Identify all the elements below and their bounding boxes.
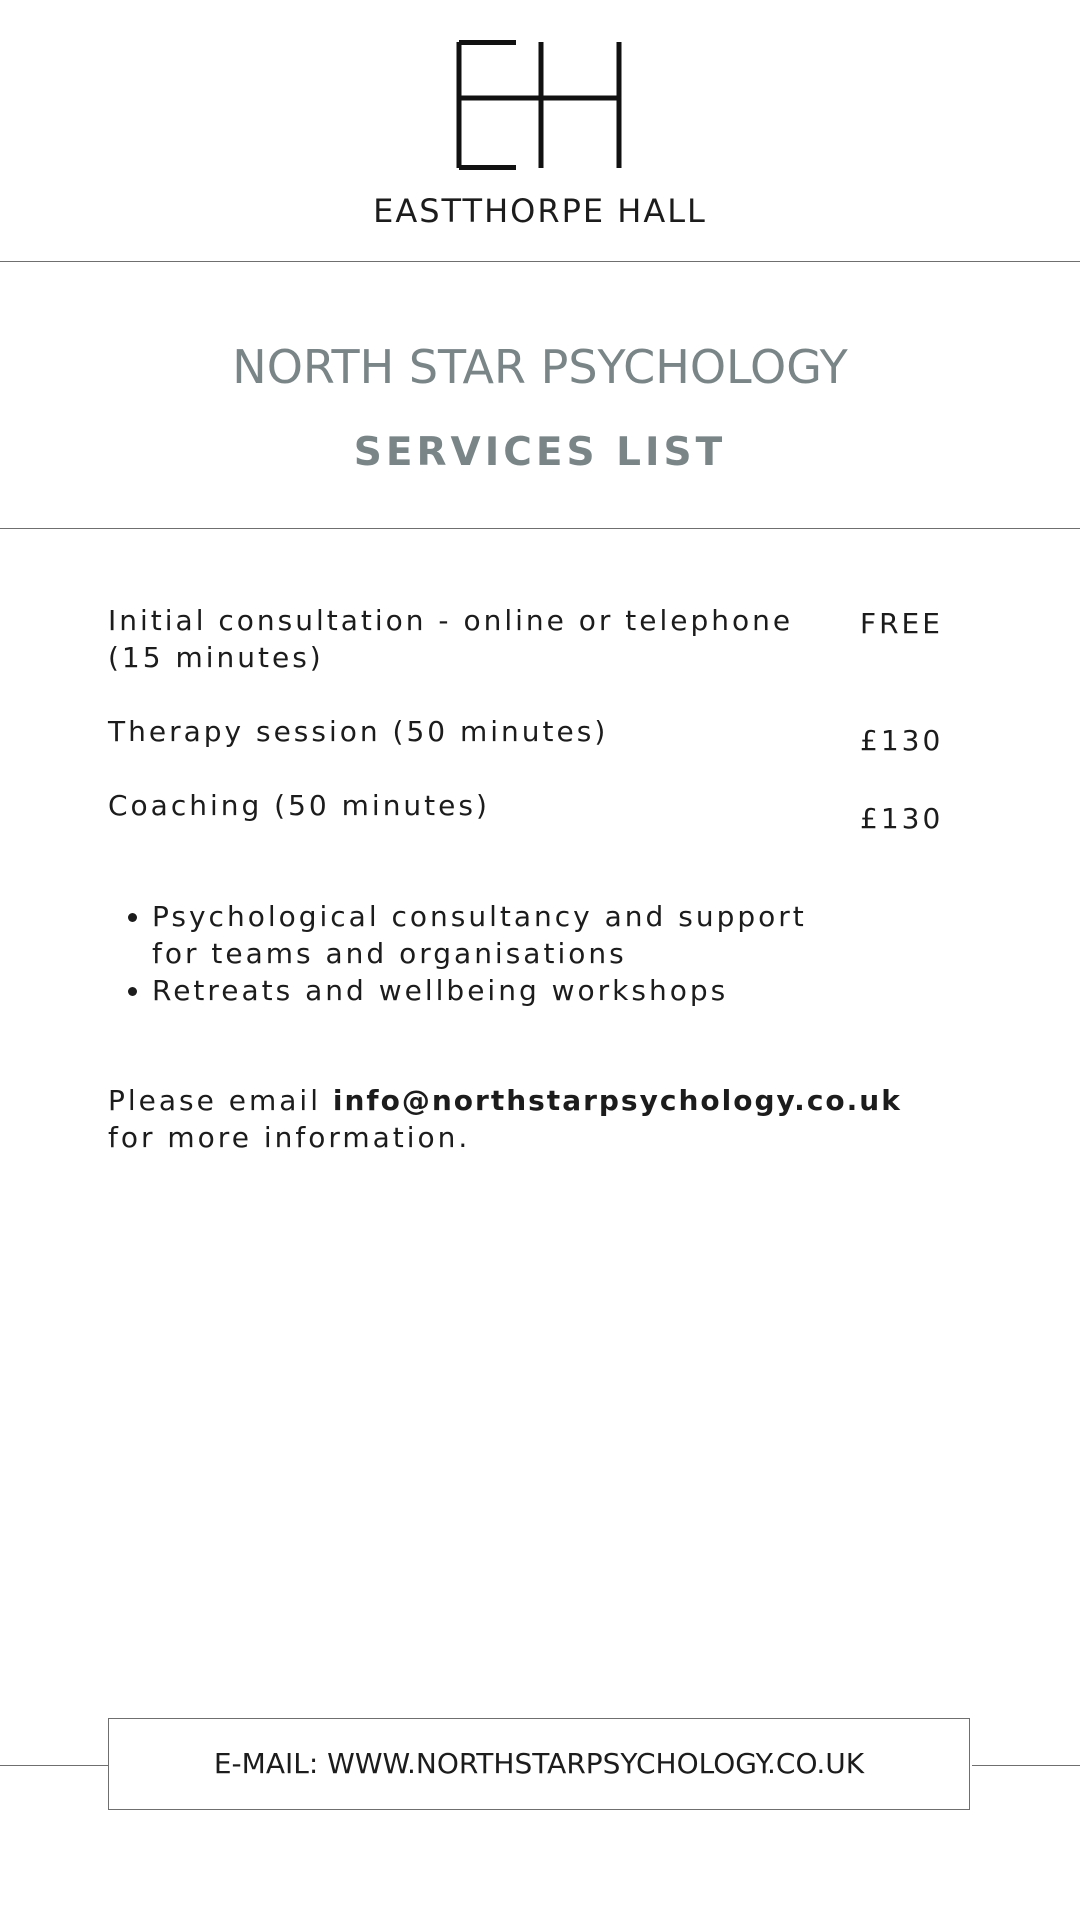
service-price-therapy-session: £130 xyxy=(860,724,944,757)
contact-email: info@northstarpsychology.co.uk xyxy=(332,1084,902,1117)
footer-line-right xyxy=(972,1765,1080,1766)
list-item: • Retreats and wellbeing workshops xyxy=(152,972,852,1009)
venue-name: EASTTHORPE HALL xyxy=(373,192,707,230)
list-item: • Psychological consultancy and support for teams and organisations xyxy=(152,898,852,972)
eh-monogram-icon xyxy=(455,40,623,170)
service-name-coaching: Coaching (50 minutes) xyxy=(108,789,490,822)
contact-note-suffix: for more information. xyxy=(108,1121,471,1154)
divider-middle xyxy=(0,528,1080,529)
service-price-initial-consultation: FREE xyxy=(860,607,943,640)
contact-note-prefix: Please email xyxy=(108,1084,333,1117)
contact-note xyxy=(108,1082,958,1156)
service-price-coaching: £130 xyxy=(860,802,944,835)
service-name-therapy-session: Therapy session (50 minutes) xyxy=(108,715,609,748)
service-name-initial-consultation xyxy=(108,602,798,676)
practice-name: NORTH STAR PSYCHOLOGY xyxy=(232,340,848,394)
footer-line-left xyxy=(0,1765,108,1766)
service-name-line: Initial consultation - online or telephone xyxy=(108,604,794,637)
extra-services-list xyxy=(108,898,852,1009)
services-list-heading: SERVICES LIST xyxy=(353,430,727,475)
footer-contact-box: E-MAIL: WWW.NORTHSTARPSYCHOLOGY.CO.UK xyxy=(108,1718,970,1810)
divider-top xyxy=(0,261,1080,262)
service-name-line: (15 minutes) xyxy=(108,641,324,674)
